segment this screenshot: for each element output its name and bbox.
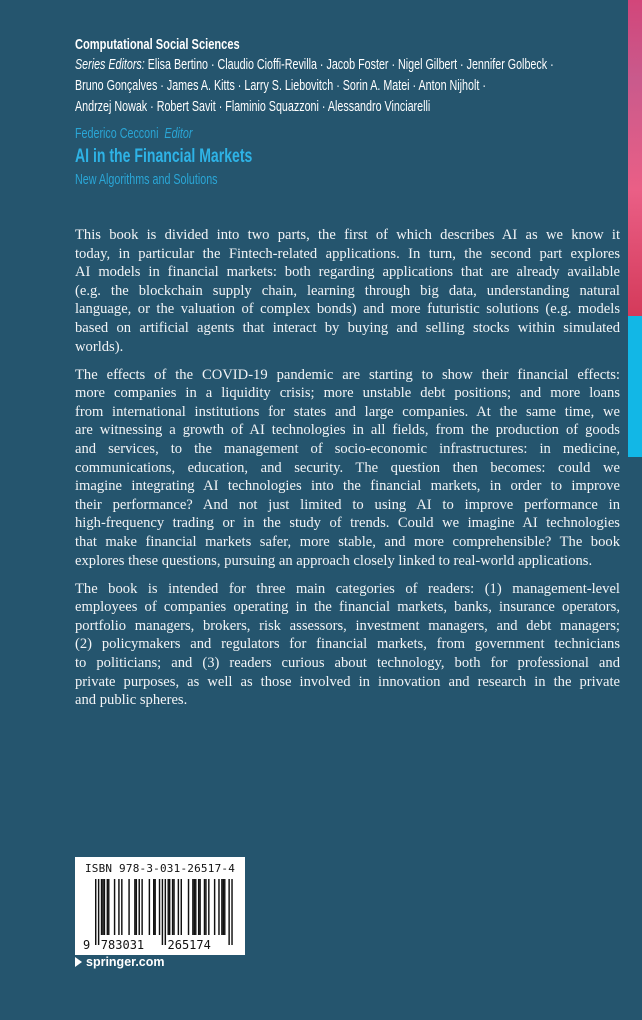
blurb-line: more companies in a liquidity crisis; more unstable debt positions; and more loans [75, 385, 620, 402]
barcode-bar [205, 879, 206, 935]
barcode-bar [149, 879, 150, 935]
barcode-bar [153, 879, 154, 935]
barcode-bar [195, 879, 196, 935]
barcode-bar [199, 879, 200, 935]
isbn-barcode [75, 857, 245, 955]
barcode-bar [134, 879, 135, 935]
barcode-bar [178, 879, 179, 935]
barcode-bar [168, 879, 169, 935]
blurb-line: worlds). [75, 338, 124, 355]
barcode-bar [181, 879, 182, 935]
series-editors-line [75, 57, 554, 73]
barcode-bar [173, 879, 174, 935]
barcode-bar [139, 879, 140, 935]
barcode-bar [154, 879, 155, 935]
blurb-line: that make financial markets safer, more stable, and more comprehensible? The book [75, 534, 620, 550]
blurb-paragraph [75, 366, 620, 571]
barcode-bar [102, 879, 103, 935]
barcode-bar [208, 879, 209, 935]
blurb-paragraph [75, 580, 620, 710]
blurb-line: employees of companies operating in the financial markets, banks, insurance operators, [75, 599, 620, 616]
barcode-bar [104, 879, 105, 935]
blurb-line: (e.g. the blockchain supply chain, learning through big data, understanding natural [75, 282, 620, 299]
barcode-bar [172, 879, 173, 935]
barcode-bar [162, 879, 163, 945]
barcode-bar [141, 879, 142, 935]
barcode-bar [128, 879, 129, 935]
blurb-line: The book is intended for three main categories of readers: (1) management-level [75, 580, 620, 597]
barcode-bar [218, 879, 219, 935]
barcode-bar [228, 879, 229, 945]
blurb-line: language, or the valuation of complex bonds) and more futuristic solutions (e.g. models [75, 301, 620, 318]
barcode-bar [95, 879, 96, 945]
blurb-line: and public spheres. [75, 692, 188, 709]
pink-accent-strip [628, 0, 642, 316]
blurb-line: high-frequency trading or in the study of trends. Could we imagine AI technologies [75, 515, 620, 532]
blurb-line: from international institutions for states and large companies. At the same time, we [75, 403, 620, 420]
blurb-text [75, 226, 620, 719]
barcode-bar [214, 879, 215, 935]
blurb-line: communications, education, and security. The question then becomes: could we [75, 459, 620, 476]
series-editors-line: Andrzej Nowak · Robert Savit · Flaminio Squazzoni · Alessandro Vinciarelli [75, 99, 431, 115]
blurb-line: to politicians; and (3) readers curious about technology, both for professional and [75, 655, 620, 672]
isbn-label: ISBN 978-3-031-26517-4 [84, 862, 236, 875]
blurb-paragraph [75, 226, 620, 356]
barcode-digits: 265174 [167, 938, 211, 951]
barcode-bar [101, 879, 102, 935]
barcode-bar [204, 879, 205, 935]
barcode-bar [192, 879, 193, 935]
blurb-line: are witnessing a growth of AI technologies in all fields, from the production of goods [75, 422, 620, 439]
book-subtitle: New Algorithms and Solutions [75, 172, 218, 188]
book-editor [75, 126, 192, 142]
barcode-bar [224, 879, 225, 935]
barcode-bar [98, 879, 99, 945]
barcode-bar [159, 879, 160, 935]
blurb-line: private purposes, as well as those involved in innovation and research in the private [75, 673, 620, 690]
barcode-bar [169, 879, 170, 935]
blurb-line: This book is divided into two parts, the first of which describes AI as we know it [75, 227, 620, 243]
series-editors-line: Bruno Gonçalves · James A. Kitts · Larry S. Liebovitch · Sorin A. Matei · Anton Nijholt · [75, 78, 486, 94]
barcode-bar [118, 879, 119, 935]
barcode-bar [221, 879, 222, 935]
blurb-line: imagine integrating AI technologies into the financial markets, in order to improve [75, 478, 620, 495]
editor-name: Federico Cecconi [75, 126, 159, 142]
book-title: AI in the Financial Markets [75, 146, 253, 167]
cyan-accent-strip [628, 316, 642, 457]
barcode-bars [83, 879, 239, 951]
blurb-line: (2) policymakers and regulators for financial markets, from government technicians [75, 636, 620, 653]
barcode-bar [231, 879, 232, 945]
series-title: Computational Social Sciences [75, 36, 240, 53]
barcode-digits: 9 [83, 938, 91, 951]
publisher-link[interactable]: springer.com [75, 955, 165, 969]
series-editors-names: Elisa Bertino · Claudio Cioffi-Revilla · Jacob Foster · Nigel Gilbert · Jennifer Golbeck · [147, 57, 554, 73]
barcode-bar [194, 879, 195, 935]
barcode-bar [223, 879, 224, 935]
barcode-bar [165, 879, 166, 945]
blurb-line: based on artificial agents that interact by buying and selling stocks within simulated [75, 319, 620, 336]
blurb-line: today, in particular the Fintech-related applications. In turn, the second part explores [75, 245, 620, 262]
blurb-line: explores these questions, pursuing an approach closely linked to real-world applications. [75, 552, 593, 569]
barcode-bar [107, 879, 108, 935]
blurb-line: and services, to the management of socio-economic infrastructures: in medicine, [75, 441, 620, 458]
blurb-line: their performance? And not just limited to using AI to improve performance in [75, 496, 620, 513]
barcode-bar [136, 879, 137, 935]
barcode-bar [114, 879, 115, 935]
barcode-bar [198, 879, 199, 935]
blurb-line: AI models in financial markets: both regarding applications that are already available [75, 264, 620, 281]
blurb-line: The effects of the COVID-19 pandemic are starting to show their financial effects: [75, 366, 620, 383]
blurb-line: portfolio managers, brokers, risk assessors, investment managers, and debt managers; [75, 617, 620, 634]
editor-role: Editor [164, 126, 193, 142]
arrow-right-icon [75, 957, 82, 967]
barcode-digits: 783031 [100, 938, 145, 951]
barcode-bar [121, 879, 122, 935]
barcode-bar [188, 879, 189, 935]
barcode-bar [108, 879, 109, 935]
series-editors-label: Series Editors: [75, 57, 145, 73]
